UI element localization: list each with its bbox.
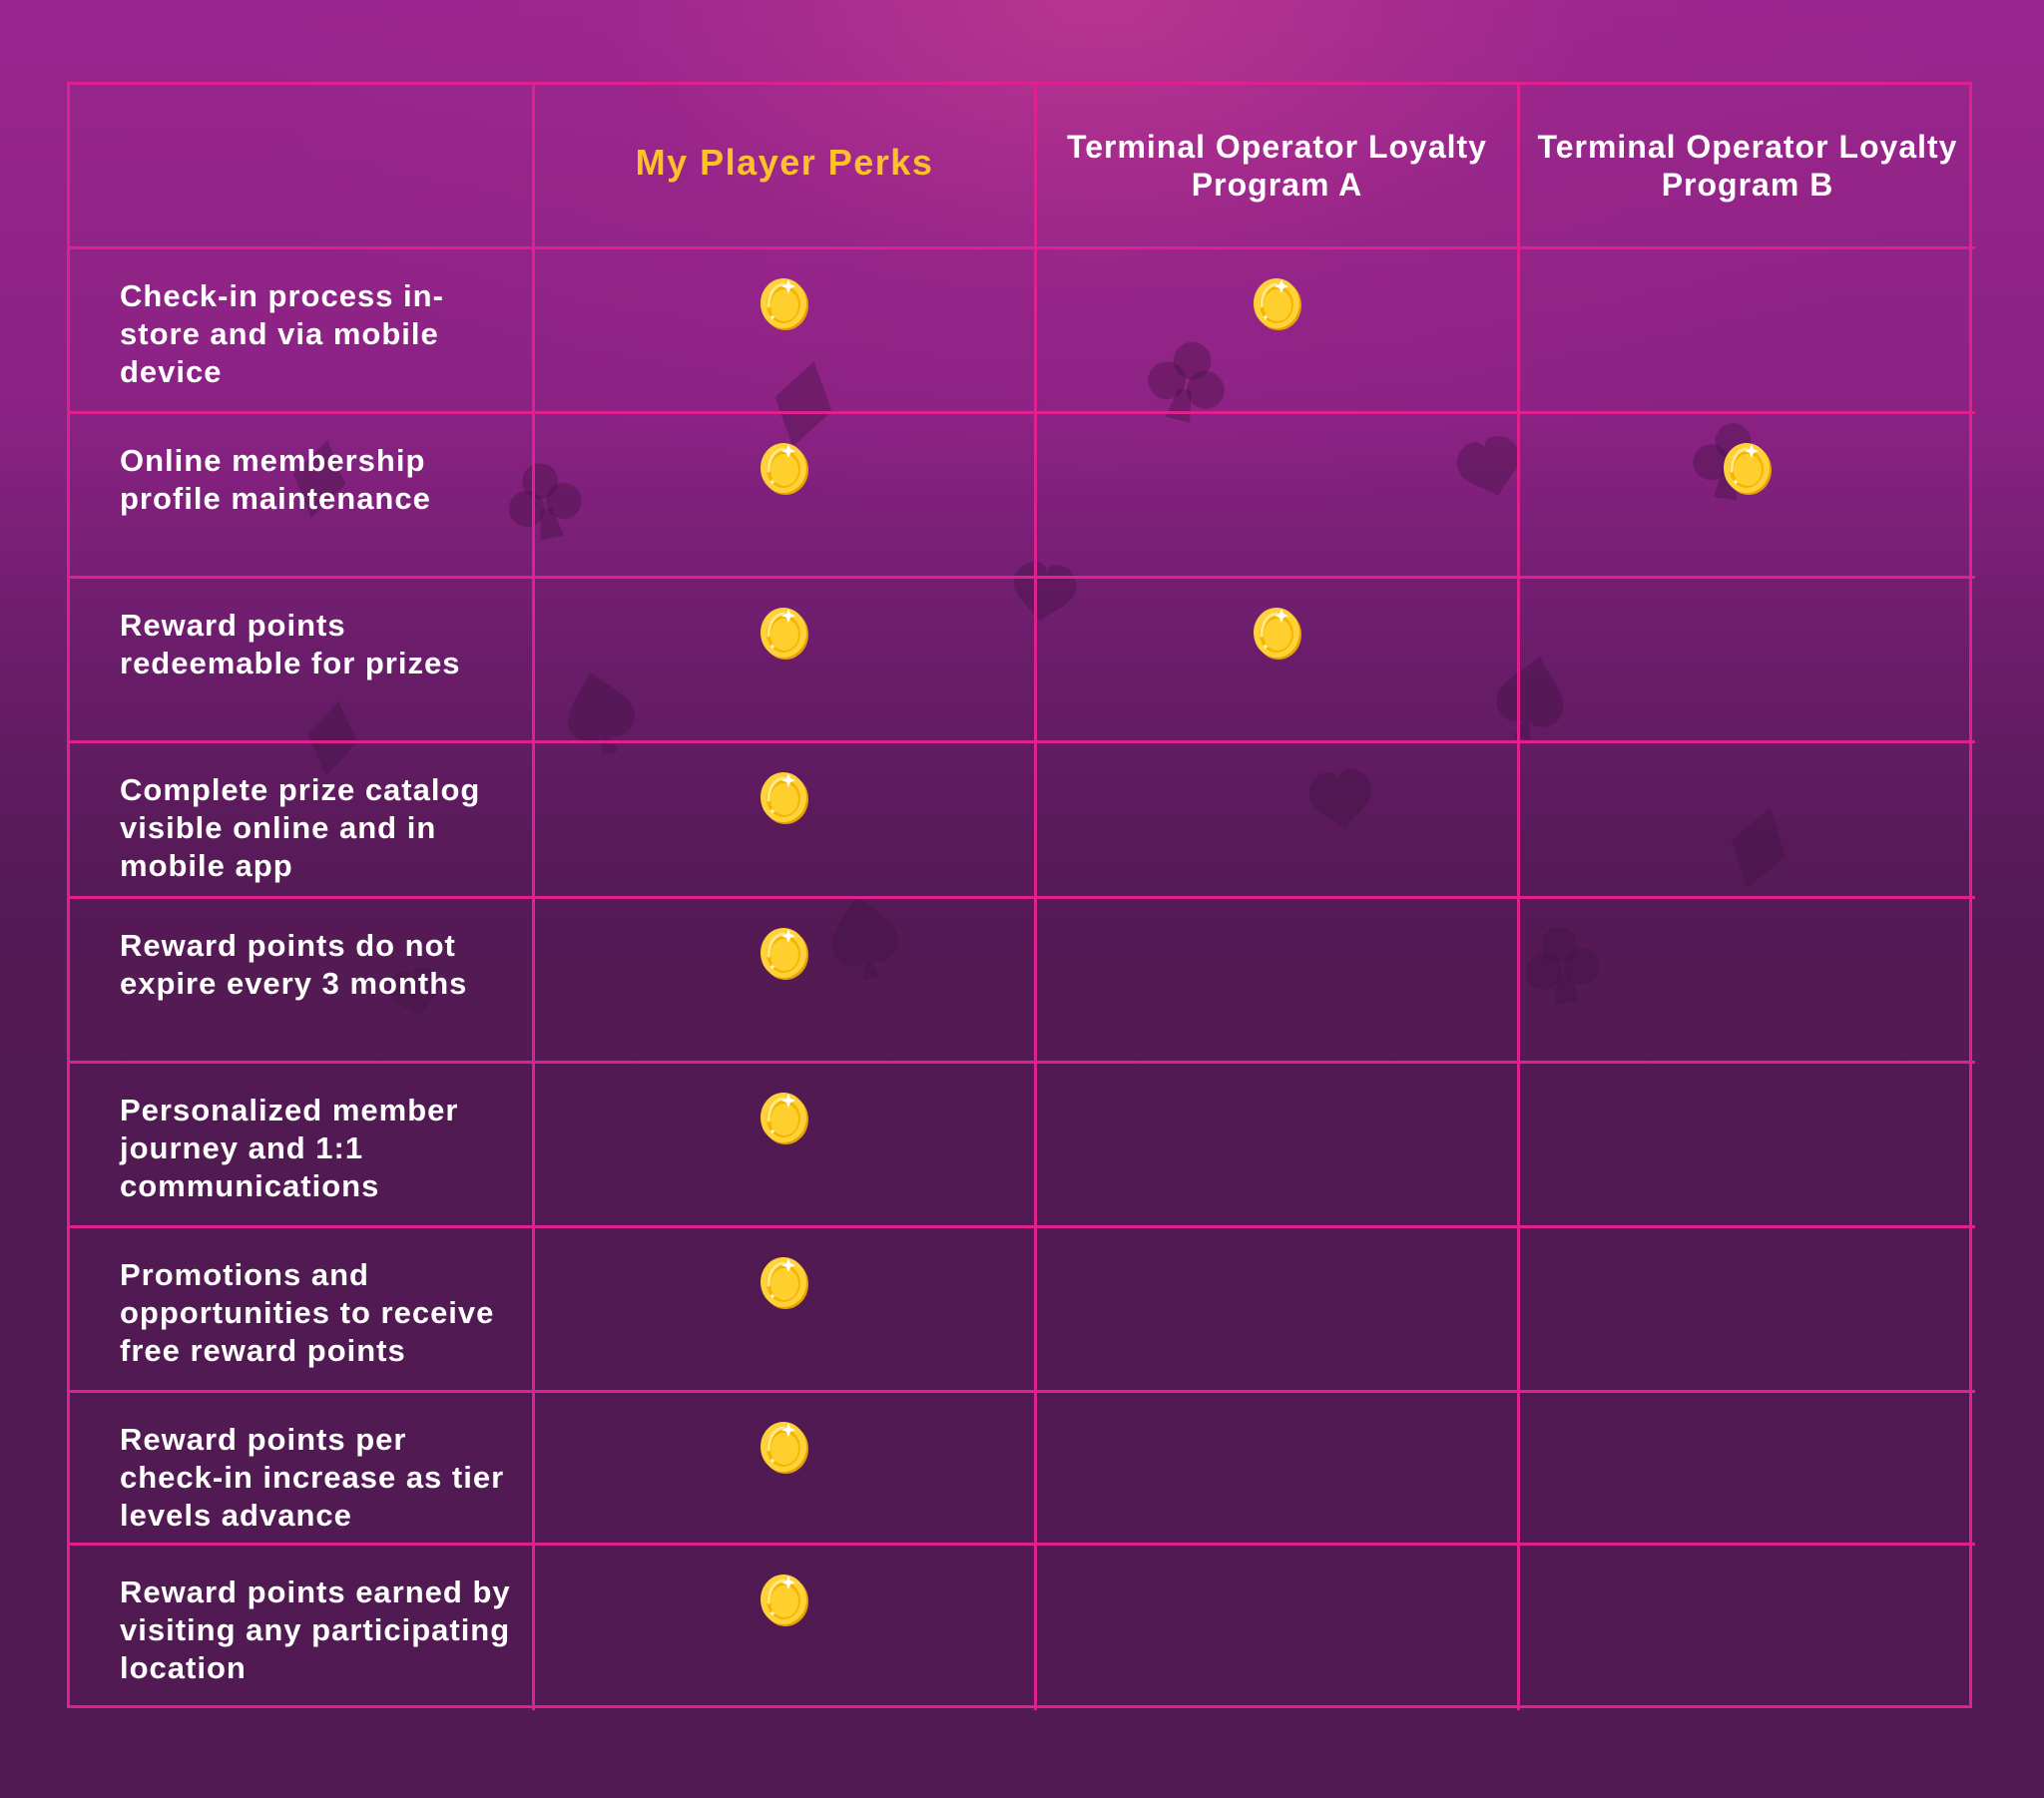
- table-cell-program-b: [1520, 579, 1975, 743]
- gold-coin-icon: [759, 1573, 810, 1628]
- feature-text: Reward points redeemable for prizes: [120, 608, 461, 680]
- table-cell-program-b: [1520, 1228, 1975, 1393]
- feature-label: [70, 249, 535, 414]
- table-cell-program-a: [1037, 414, 1520, 579]
- table-cell-my-player-perks: [535, 1546, 1037, 1710]
- gold-coin-icon: [759, 770, 810, 826]
- comparison-table: [67, 82, 1972, 1708]
- feature-text: Personalized member journey and 1:1 communications: [120, 1093, 459, 1203]
- table-cell-program-b: [1520, 249, 1975, 414]
- table-cell-my-player-perks: [535, 249, 1037, 414]
- column-header-program-a: [1037, 85, 1520, 249]
- table-cell-program-b: [1520, 1546, 1975, 1710]
- column-header-label: Terminal Operator Loyalty Program A: [1067, 129, 1487, 203]
- gold-coin-icon: [759, 1091, 810, 1146]
- column-header-program-b: [1520, 85, 1975, 249]
- gold-coin-icon: [759, 1255, 810, 1311]
- feature-text: Promotions and opportunities to receive free reward points: [120, 1257, 495, 1368]
- feature-text: Reward points earned by visiting any participating location: [120, 1574, 511, 1685]
- table-cell-program-b: [1520, 1393, 1975, 1546]
- feature-text: Check-in process in-store and via mobile device: [120, 278, 444, 389]
- feature-text: Complete prize catalog visible online and in mobile app: [120, 772, 481, 883]
- column-header-label: Terminal Operator Loyalty Program B: [1537, 129, 1958, 203]
- column-header-my-player-perks: [535, 85, 1037, 249]
- gold-coin-icon: [1252, 276, 1303, 332]
- table-cell-program-a: [1037, 1064, 1520, 1228]
- table-cell-my-player-perks: [535, 1228, 1037, 1393]
- feature-label: [70, 1228, 535, 1393]
- feature-label: [70, 743, 535, 899]
- gold-coin-icon: [759, 606, 810, 662]
- gold-coin-icon: [759, 276, 810, 332]
- feature-label: [70, 414, 535, 579]
- table-cell-my-player-perks: [535, 899, 1037, 1064]
- table-cell-program-a: [1037, 899, 1520, 1064]
- gold-coin-icon: [1722, 441, 1774, 497]
- feature-label: [70, 899, 535, 1064]
- table-cell-program-b: [1520, 1064, 1975, 1228]
- table-cell-my-player-perks: [535, 414, 1037, 579]
- table-cell-program-a: [1037, 1546, 1520, 1710]
- table-cell-program-b: [1520, 414, 1975, 579]
- table-cell-program-a: [1037, 1393, 1520, 1546]
- table-cell-program-b: [1520, 743, 1975, 899]
- feature-text: Reward points do not expire every 3 months: [120, 928, 468, 1001]
- feature-label: [70, 1393, 535, 1546]
- feature-label: [70, 1064, 535, 1228]
- feature-text: Online membership profile maintenance: [120, 443, 431, 516]
- feature-label: [70, 579, 535, 743]
- table-cell-program-b: [1520, 899, 1975, 1064]
- gold-coin-icon: [759, 1420, 810, 1476]
- gold-coin-icon: [759, 926, 810, 982]
- feature-label: [70, 1546, 535, 1710]
- feature-text: Reward points per check-in increase as tier levels advance: [120, 1422, 505, 1533]
- table-cell-program-a: [1037, 1228, 1520, 1393]
- gold-coin-icon: [1252, 606, 1303, 662]
- column-header-label: My Player Perks: [635, 142, 934, 183]
- table-cell-program-a: [1037, 249, 1520, 414]
- table-cell-my-player-perks: [535, 579, 1037, 743]
- column-header-feature: [70, 85, 535, 249]
- gold-coin-icon: [759, 441, 810, 497]
- table-cell-program-a: [1037, 743, 1520, 899]
- table-cell-program-a: [1037, 579, 1520, 743]
- table-cell-my-player-perks: [535, 743, 1037, 899]
- table-cell-my-player-perks: [535, 1393, 1037, 1546]
- table-cell-my-player-perks: [535, 1064, 1037, 1228]
